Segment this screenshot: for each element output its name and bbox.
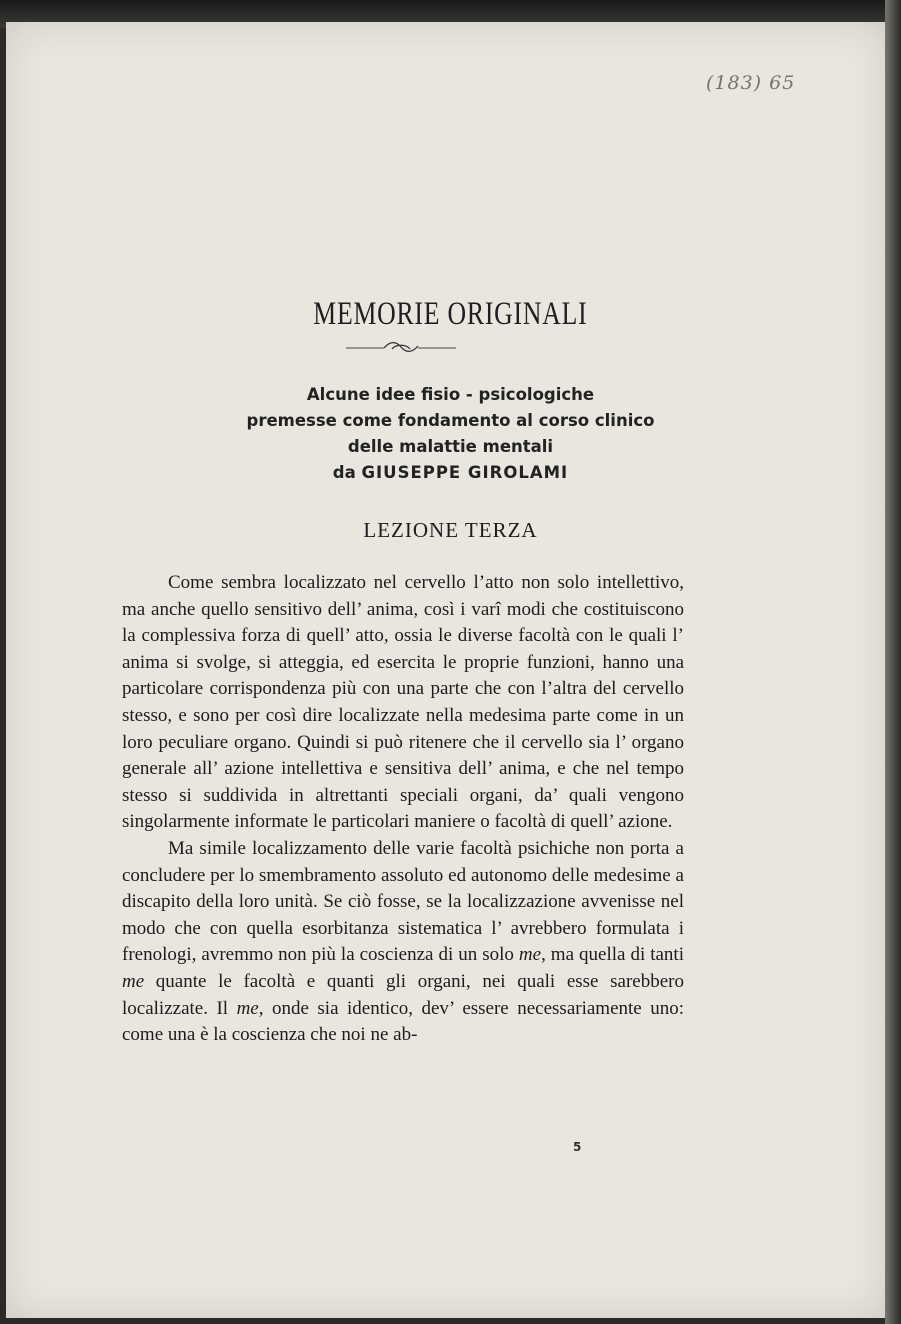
scan-right-edge bbox=[885, 0, 901, 1324]
paragraph-2-me-1: me bbox=[518, 944, 542, 966]
section-title: MEMORIE ORIGINALI bbox=[313, 296, 588, 332]
paragraph-2-me-2: me bbox=[122, 970, 145, 992]
signature-mark: 5 bbox=[573, 1140, 582, 1154]
subtitle-line-2: premesse come fondamento al corso clinico bbox=[246, 411, 655, 430]
article-subtitle bbox=[0, 382, 901, 486]
lecture-title: LEZIONE TERZA bbox=[363, 518, 538, 542]
subtitle-line-1: Alcune idee fisio - psicologiche bbox=[306, 385, 595, 404]
body-text bbox=[122, 570, 684, 1049]
paragraph-2-text-c: quante le facoltà e quanti gli organi, nei quali esse sarebbero localizzate. Il bbox=[122, 970, 684, 1019]
handwritten-page-number: (183) 65 bbox=[706, 72, 796, 94]
subtitle-line-3: delle malattie mentali bbox=[347, 437, 554, 456]
paragraph-2-text-b: , ma quella di tanti bbox=[541, 944, 684, 966]
ornament-divider-icon bbox=[346, 340, 456, 354]
paragraph-2-me-3: me bbox=[236, 997, 259, 1019]
author-prefix: da bbox=[332, 463, 356, 482]
author-name: GIUSEPPE GIROLAMI bbox=[361, 463, 569, 482]
paragraph-2-text-a: Ma simile localizzamento delle varie facoltà psichiche non porta a concludere per lo smembramento assoluto ed autonomo delle medesime a discapito della loro unità. Se ciò fosse, se la localizzazione avvenisse nel modo che con quella esorbitanza sistematica l’ avrebbero formulata i frenologi, avremmo non più la coscienza di un solo bbox=[122, 837, 684, 966]
paragraph-1: Come sembra localizzato nel cervello l’atto non solo intellettivo, ma anche quello sensitivo dell’ anima, così i varî modi che costituiscono la complessiva forza di quell’ atto, ossia le diverse facoltà con le quali l’ anima si svolge, si atteggia, ed esercita le proprie funzioni, hanno una particolare corrispondenza più con una parte che con l’altra del cervello stesso, e sono per così dire localizzate nella medesima parte come in un loro peculiare organo. Quindi si può ritenere che il cervello sia l’ organo generale all’ azione intellettiva e sensitiva dell’ anima, e che nel tempo stesso si suddivida in altrettanti speciali organi, da’ quali vengono singolarmente informate le particolari maniere o facoltà di quell’ azione. bbox=[122, 572, 684, 833]
author-line bbox=[0, 460, 901, 486]
paragraph-2 bbox=[122, 836, 684, 1049]
paragraph-2-text-d: , onde sia identico, dev’ essere necessariamente uno: come una è la coscienza che noi ne ab- bbox=[122, 997, 684, 1046]
